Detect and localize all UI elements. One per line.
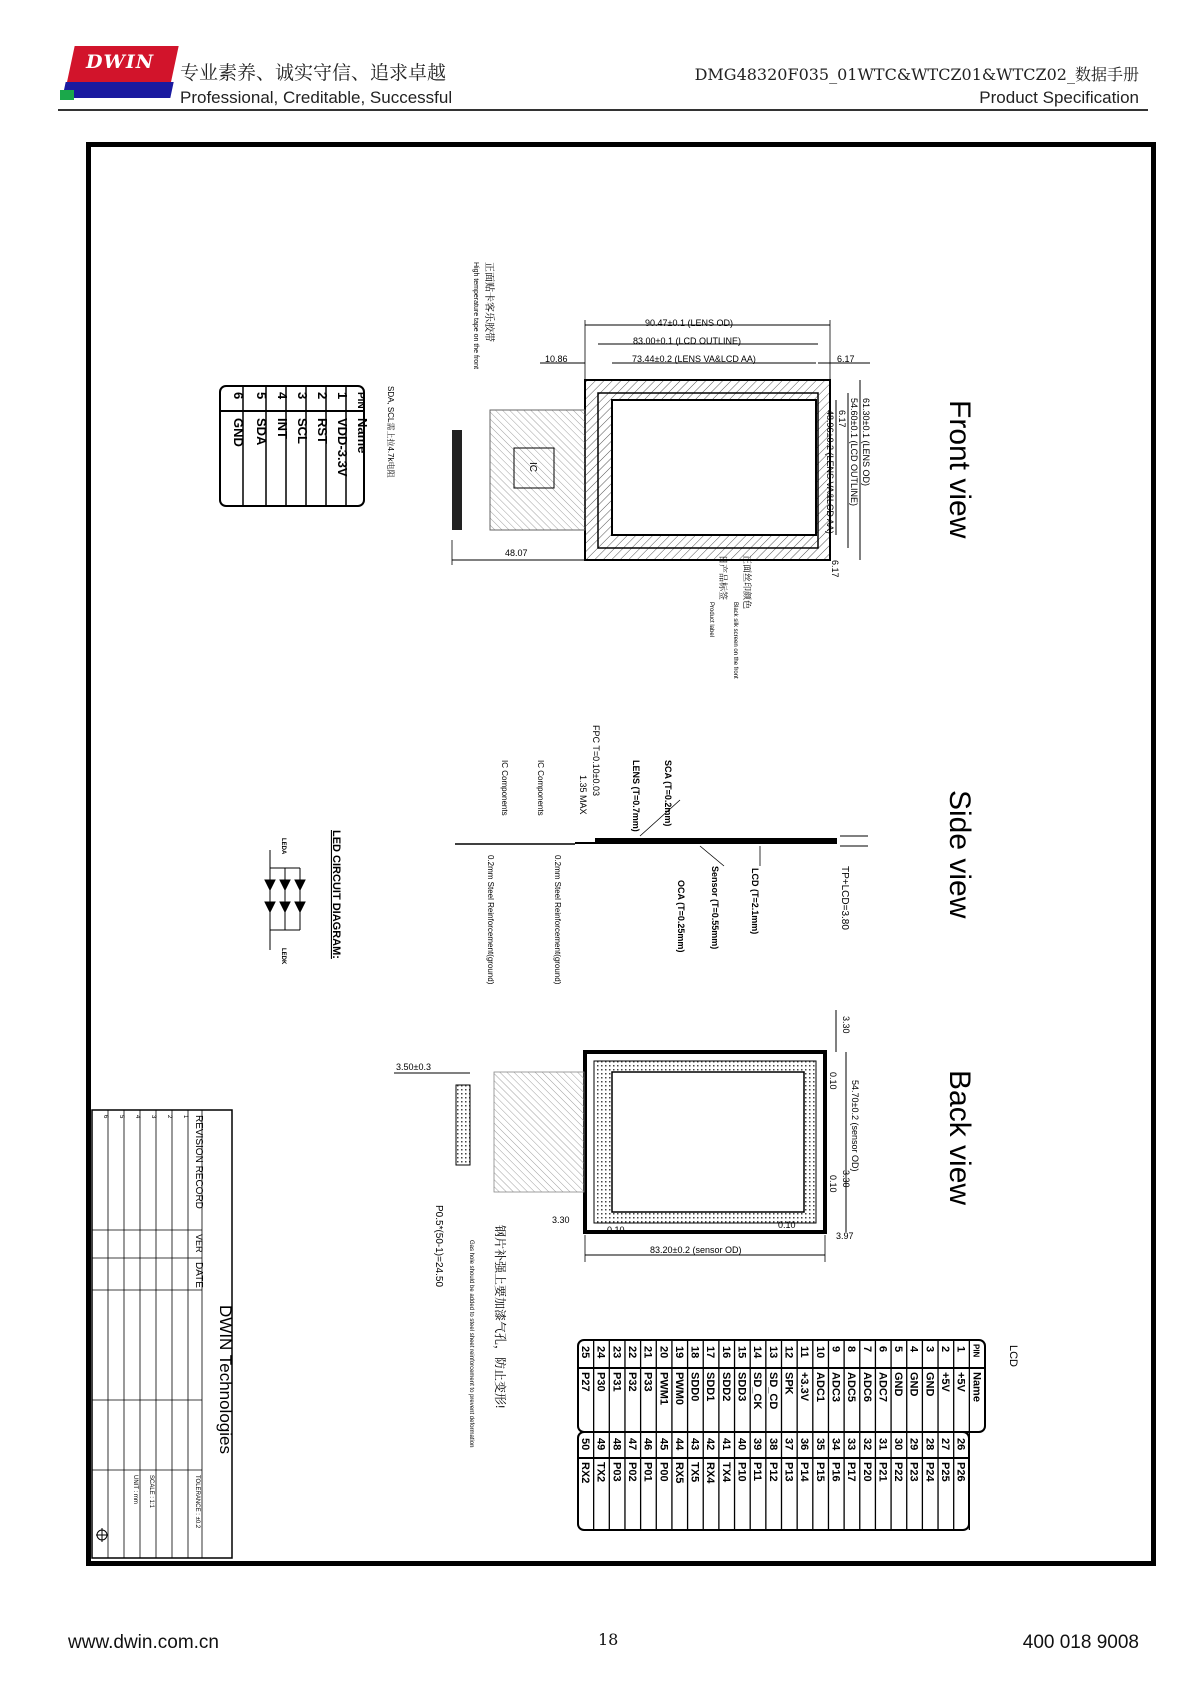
lcd-pin-name: P15 xyxy=(813,1462,826,1482)
side-max: 1.35 MAX xyxy=(578,775,588,815)
back-b1: 0.10 xyxy=(607,1225,625,1235)
front-view-label: Front view xyxy=(943,400,976,539)
dim-lcd-outline: 83.00±0.1 (LCD OUTLINE) xyxy=(633,336,741,346)
lcd-pin-name: SDD2 xyxy=(719,1372,732,1402)
revision-number: 3 xyxy=(150,1115,156,1119)
lcd-pin-name: TX2 xyxy=(594,1462,607,1483)
lcd-pin-number: 50 xyxy=(579,1438,591,1451)
back-note-en: Gas hole should be added to steel sheet reinforcement to prevent deformation xyxy=(468,1240,474,1448)
lcd-pin-number: 15 xyxy=(735,1346,748,1359)
ic-label: IC xyxy=(527,462,538,472)
lcd-pin-number: 11 xyxy=(798,1346,811,1358)
back-left: 3.30 xyxy=(552,1215,570,1225)
pin6-header-name: Name xyxy=(355,418,370,454)
unit-label: UNIT : mm xyxy=(132,1475,138,1504)
lcd-pin-name: P01 xyxy=(641,1462,654,1482)
lcd-pin-name: SDD1 xyxy=(704,1372,717,1402)
lcd-pin-name: P24 xyxy=(923,1462,936,1482)
pin6-number: 5 xyxy=(254,392,269,400)
lcd-pin-number: 47 xyxy=(625,1438,638,1451)
lcd-pin-name: P22 xyxy=(892,1462,905,1482)
back-t3: 3.30 xyxy=(841,1170,851,1188)
lcd-pin-name: +5V xyxy=(939,1372,952,1392)
lcd-pin-number: 3 xyxy=(923,1346,936,1353)
lcd-pin-table xyxy=(578,1340,985,1530)
document-title: DMG48320F035_01WTC&WTCZ01&WTCZ02_数据手册 xyxy=(694,65,1139,84)
tolerance-label: TOLERANCE : ±0.2 xyxy=(194,1475,200,1529)
lcd-pin-number: 37 xyxy=(782,1438,795,1451)
lcd-pin-number: 13 xyxy=(766,1346,779,1359)
date-label: DATE xyxy=(193,1262,204,1288)
lcd-pin-name: SDD3 xyxy=(735,1372,748,1402)
pin6-name: INT xyxy=(275,418,290,439)
lcd-header-name: Name xyxy=(970,1372,983,1402)
lcd-pin-number: 7 xyxy=(860,1346,873,1353)
lcd-pin-name: SD_CD xyxy=(766,1372,779,1410)
pin6-name: GND xyxy=(231,418,246,447)
lcd-pin-number: 14 xyxy=(751,1346,764,1359)
lcd-pin-name: P31 xyxy=(610,1372,623,1392)
front-note-1: 正面贴卡客乐胶带 xyxy=(483,262,494,342)
lcd-pin-name: PWM0 xyxy=(672,1372,685,1405)
pin6-name: VDD-3.3V xyxy=(335,418,350,477)
dim-bottom: 6.17 xyxy=(830,560,840,578)
lcd-pin-number: 45 xyxy=(657,1438,670,1451)
back-sensor-width: 83.20±0.2 (sensor OD) xyxy=(650,1245,742,1255)
lcd-pin-number: 42 xyxy=(704,1438,717,1451)
pin6-number: 3 xyxy=(295,392,310,400)
side-sensor: Sensor (T=0.55mm) xyxy=(710,866,720,950)
lcd-pin-name: +5V xyxy=(954,1372,967,1392)
lcd-pin-number: 26 xyxy=(954,1438,967,1451)
lcd-pin-name: P32 xyxy=(625,1372,638,1392)
lcd-pin-name: P12 xyxy=(766,1462,779,1482)
revision-number: 1 xyxy=(182,1115,188,1119)
lcd-pin-name: GND xyxy=(923,1372,936,1397)
back-b2: 0.10 xyxy=(778,1220,796,1230)
front-note-5: 日产品标签 xyxy=(718,555,728,601)
side-view-drawing xyxy=(455,800,868,866)
lcd-pin-number: 34 xyxy=(829,1438,842,1451)
footer-website[interactable]: www.dwin.com.cn xyxy=(68,1632,219,1653)
lcd-pin-number: 5 xyxy=(892,1346,905,1353)
tagline-chinese: 专业素养、诚实守信、追求卓越 xyxy=(180,62,447,84)
revision-record-label: REVISION RECORD xyxy=(193,1115,204,1209)
lcd-pin-name: SD_CK xyxy=(751,1372,764,1410)
lcd-pin-number: 28 xyxy=(923,1438,936,1451)
lcd-pin-number: 17 xyxy=(704,1346,717,1359)
lcd-pin-name: P33 xyxy=(641,1372,654,1392)
lcd-pin-number: 18 xyxy=(688,1346,701,1359)
dim-lens-va: 73.44±0.2 (LENS VA&LCD AA) xyxy=(632,354,756,364)
lcd-pin-name: ADC3 xyxy=(829,1372,842,1402)
dim-height-lens-va: 48.96±0.2 (LENS VA&LCD AA) xyxy=(825,410,835,534)
back-right: 3.97 xyxy=(836,1231,854,1241)
lcd-pin-number: 21 xyxy=(641,1346,654,1359)
back-view-label: Back view xyxy=(943,1070,976,1206)
lcd-pin-number: 22 xyxy=(625,1346,638,1359)
lcd-pin-name: RX4 xyxy=(704,1462,717,1484)
lcd-pin-number: 29 xyxy=(907,1438,920,1451)
dim-height-lcd-outline: 54.60±0.1 (LCD OUTLINE) xyxy=(849,398,859,506)
lcd-pin-number: 46 xyxy=(641,1438,654,1451)
side-fpc: FPC T=0.10±0.03 xyxy=(591,725,601,797)
lcd-pin-name: P27 xyxy=(579,1372,591,1392)
pin6-name: SDA xyxy=(254,418,269,446)
lcd-pin-number: 12 xyxy=(782,1346,795,1359)
version-label: VER xyxy=(194,1234,204,1253)
lcd-pin-number: 23 xyxy=(610,1346,623,1359)
lcd-pin-name: P16 xyxy=(829,1462,842,1482)
tagline-english: Professional, Creditable, Successful xyxy=(180,88,453,107)
led-anode: LEDA xyxy=(280,838,286,855)
back-top: 3.30 xyxy=(841,1016,851,1034)
lcd-pin-number: 19 xyxy=(672,1346,685,1359)
pin6-name: RST xyxy=(315,418,330,444)
side-ic-1: IC Components xyxy=(536,760,545,816)
lcd-pin-name: RX2 xyxy=(579,1462,591,1484)
lcd-pin-name: P17 xyxy=(845,1462,858,1482)
lcd-pin-number: 44 xyxy=(672,1438,685,1451)
back-t2: 0.10 xyxy=(828,1175,838,1193)
lcd-pin-name: ADC6 xyxy=(860,1372,873,1402)
lcd-pin-name: ADC7 xyxy=(876,1372,889,1402)
lcd-pin-number: 16 xyxy=(719,1346,732,1359)
back-sensor-height: 54.70±0.2 (sensor OD) xyxy=(850,1080,860,1172)
lcd-pin-number: 6 xyxy=(876,1346,889,1353)
lcd-pin-number: 48 xyxy=(610,1438,623,1451)
lcd-header-pin: PIN xyxy=(971,1344,981,1358)
lcd-table-label: LCD xyxy=(1007,1345,1019,1368)
lcd-pin-name: P21 xyxy=(876,1462,889,1482)
pin-table-note: SDA, SCL需上拉4.7k电阻 xyxy=(386,386,395,478)
lcd-pin-number: 2 xyxy=(939,1346,952,1353)
lcd-pin-name: GND xyxy=(892,1372,905,1397)
lcd-pin-number: 38 xyxy=(766,1438,779,1451)
led-circuit xyxy=(265,850,305,950)
side-total: TP+LCD=3.80 xyxy=(839,866,850,930)
lcd-pin-name: TX5 xyxy=(688,1462,701,1483)
lcd-pin-number: 31 xyxy=(876,1438,889,1451)
revision-number: 2 xyxy=(166,1115,172,1119)
lcd-pin-name: P10 xyxy=(735,1462,748,1482)
lcd-pin-name: SDD0 xyxy=(688,1372,701,1402)
pin6-number: 6 xyxy=(231,392,246,400)
lcd-pin-number: 36 xyxy=(798,1438,811,1451)
lcd-pin-name: P11 xyxy=(751,1462,764,1481)
lcd-pin-name: P00 xyxy=(657,1462,670,1482)
lcd-pin-number: 9 xyxy=(829,1346,842,1353)
title-block xyxy=(92,1110,235,1558)
lcd-pin-name: GND xyxy=(907,1372,920,1397)
dim-lens-od: 90.47±0.1 (LENS OD) xyxy=(645,318,733,328)
scale-label: SCALE : 1:1 xyxy=(148,1475,154,1509)
lcd-pin-name: ADC5 xyxy=(845,1372,858,1402)
lcd-pin-name: P25 xyxy=(939,1462,952,1482)
pin6-name: SCL xyxy=(295,418,310,444)
lcd-pin-number: 8 xyxy=(845,1346,858,1353)
lcd-pin-name: P02 xyxy=(625,1462,638,1482)
pin6-number: 4 xyxy=(275,392,290,400)
back-t1: 0.10 xyxy=(828,1072,838,1090)
logo-text: DWIN xyxy=(86,51,155,73)
led-cathode: LEDK xyxy=(280,948,286,965)
lcd-pin-name: PWM1 xyxy=(657,1372,670,1405)
lcd-pin-number: 40 xyxy=(735,1438,748,1451)
lcd-pin-number: 20 xyxy=(657,1346,670,1359)
lcd-pin-name: RX5 xyxy=(672,1462,685,1484)
side-oca: OCA (T=0.25mm) xyxy=(676,880,686,953)
lcd-pin-number: 4 xyxy=(907,1346,920,1353)
lcd-pin-name: P14 xyxy=(798,1462,811,1482)
lcd-pin-name: P13 xyxy=(782,1462,795,1482)
lcd-pin-number: 27 xyxy=(939,1438,952,1451)
revision-number: 6 xyxy=(102,1115,108,1119)
lcd-pin-number: 25 xyxy=(579,1346,591,1359)
lcd-pin-name: P23 xyxy=(907,1462,920,1482)
lcd-pin-name: +3.3V xyxy=(798,1372,811,1402)
pin6-number: 1 xyxy=(335,392,350,400)
lcd-pin-number: 10 xyxy=(813,1346,826,1359)
back-pitch: P0.5*(50-1)=24.50 xyxy=(433,1205,444,1288)
lcd-pin-number: 49 xyxy=(594,1438,607,1451)
side-lcd: LCD (T=2.1mm) xyxy=(750,868,760,935)
back-fpc: 3.50±0.3 xyxy=(396,1062,431,1072)
document-subtitle: Product Specification xyxy=(979,88,1139,107)
dim-left: 10.86 xyxy=(545,354,568,364)
lcd-pin-name: P30 xyxy=(594,1372,607,1392)
lcd-pin-number: 1 xyxy=(954,1346,967,1353)
dim-fpc-length: 48.07 xyxy=(505,548,528,558)
lcd-pin-number: 24 xyxy=(594,1346,607,1359)
side-sca: SCA (T=0.2mm) xyxy=(663,760,673,827)
lcd-pin-name: TX4 xyxy=(719,1462,732,1483)
back-note-cn: 钢片补强上要加漆气孔，防止变形! xyxy=(493,1225,507,1409)
led-diagram-title: LED CIRCUIT DIAGRAM: xyxy=(330,830,342,959)
dim-height-top: 6.17 xyxy=(837,410,847,428)
side-view-label: Side view xyxy=(943,790,976,919)
side-lens: LENS (T=0.7mm) xyxy=(631,760,641,832)
side-steel-1: 0.2mm Steel Reinforcement(ground) xyxy=(553,855,562,985)
front-note-6: Product label xyxy=(708,602,714,638)
lcd-pin-name: ADC1 xyxy=(813,1372,826,1402)
revision-number: 5 xyxy=(118,1115,124,1119)
revision-number: 4 xyxy=(134,1115,140,1119)
pin6-number: 2 xyxy=(315,392,330,400)
footer-phone: 400 018 9008 xyxy=(1022,1632,1139,1653)
side-steel-2: 0.2mm Steel Reinforcement(ground) xyxy=(486,855,495,985)
lcd-pin-name: P03 xyxy=(610,1462,623,1482)
lcd-pin-number: 30 xyxy=(892,1438,905,1451)
lcd-pin-number: 39 xyxy=(751,1438,764,1451)
lcd-pin-name: SPK xyxy=(782,1372,795,1395)
lcd-pin-number: 43 xyxy=(688,1438,701,1451)
front-note-3: 正面丝印颜色 xyxy=(742,555,752,610)
front-note-2: High temperature tape on the front xyxy=(472,262,479,370)
lcd-pin-number: 41 xyxy=(719,1438,732,1451)
lcd-pin-number: 35 xyxy=(813,1438,826,1451)
lcd-pin-name: P26 xyxy=(954,1462,967,1482)
dim-right: 6.17 xyxy=(837,354,855,364)
lcd-pin-number: 33 xyxy=(845,1438,858,1451)
pin6-header-pin: PIN xyxy=(355,392,366,409)
front-note-4: Black silk screen on the front xyxy=(732,602,738,679)
lcd-pin-number: 32 xyxy=(860,1438,873,1451)
lcd-pin-name: P20 xyxy=(860,1462,873,1482)
company-name: DWIN Technologies xyxy=(216,1305,235,1454)
dim-height-lens-od: 61.30±0.1 (LENS OD) xyxy=(861,398,871,486)
page-number: 18 xyxy=(598,1630,619,1649)
side-ic-2: IC Components xyxy=(500,760,509,816)
